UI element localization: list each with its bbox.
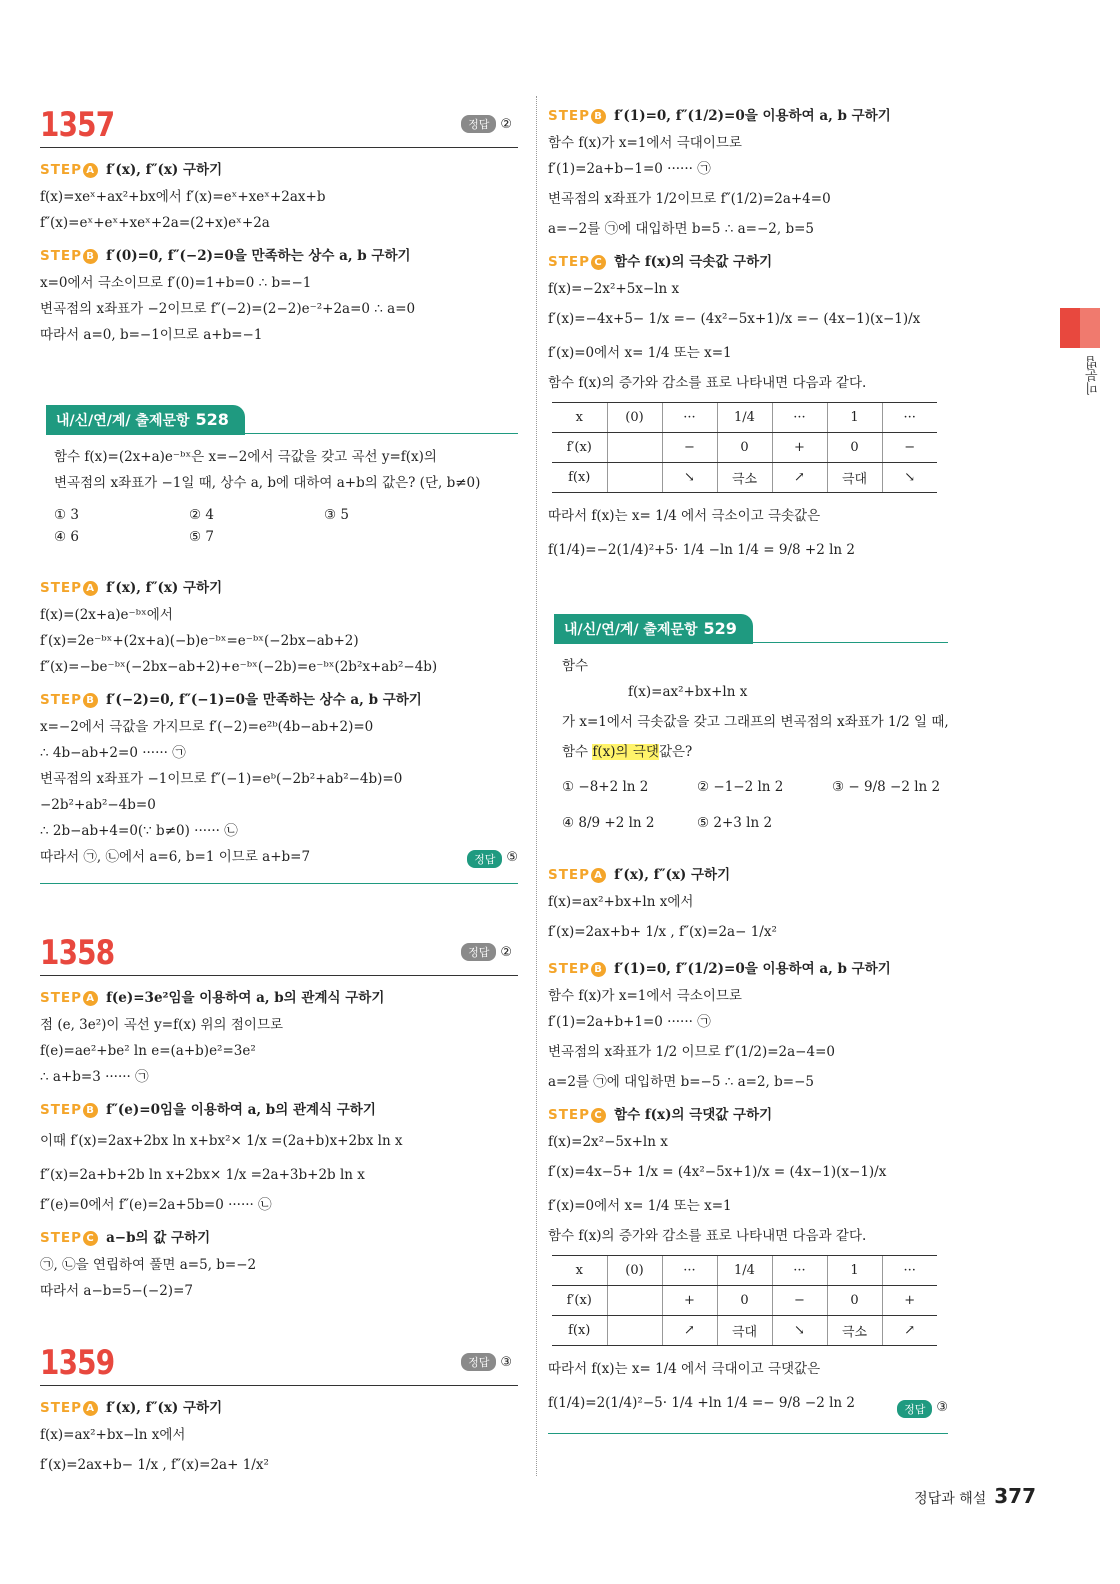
solution-line: 따라서 f(x)는 x= 1/4 에서 극대이고 극댓값은 bbox=[548, 1361, 821, 1377]
solution-line: 변곡점의 x좌표가 1/2이므로 f″(1/2)=2a+4=0 bbox=[548, 191, 831, 207]
variation-table bbox=[552, 402, 937, 493]
choices bbox=[548, 769, 948, 841]
step-c-heading: STEP C 함수 f(x)의 극솟값 구하기 bbox=[548, 254, 773, 270]
choice: ② 4 bbox=[189, 507, 214, 523]
solution-line: f′(x)=2ax+b− 1/x , f″(x)=2a+ 1/x² bbox=[40, 1457, 269, 1473]
solution-line: f(x)=(2x+a)e⁻ᵇˣ에서 bbox=[40, 607, 173, 623]
solution-line: f′(x)=−4x+5− 1/x =− (4x²−5x+1)/x =− (4x−1)(x−1)/x bbox=[548, 311, 921, 327]
solution-line: a=2를 ㉠에 대입하면 b=−5 ∴ a=2, b=−5 bbox=[548, 1074, 814, 1090]
question-line: 함수 f(x)=(2x+a)e⁻ᵇˣ은 x=−2에서 극값을 갖고 곡선 y=f(x)의 bbox=[54, 449, 437, 465]
solution-line: ∴ 2b−ab+4=0(∵ b≠0) ······ ㉡ bbox=[40, 823, 238, 839]
choice: ③ − 9/8 −2 ln 2 bbox=[832, 779, 941, 795]
step-b-heading: STEP B f′(1)=0, f″(1/2)=0을 이용하여 a, b 구하기 bbox=[548, 108, 891, 124]
step-a-heading: STEP A f′(x), f″(x) 구하기 bbox=[40, 1400, 223, 1416]
solution-line: f′(x)=4x−5+ 1/x = (4x²−5x+1)/x = (4x−1)(x−1)/x bbox=[548, 1164, 887, 1180]
solution-line: −2b²+ab²−4b=0 bbox=[40, 797, 156, 813]
solution-line: f′(x)=2ax+b+ 1/x , f″(x)=2a− 1/x² bbox=[548, 924, 777, 940]
choice: ③ 5 bbox=[324, 507, 349, 523]
problem-number: 1359 bbox=[40, 1343, 115, 1383]
solution-line: f′(1)=2a+b+1=0 ······ ㉠ bbox=[548, 1014, 711, 1030]
column-divider bbox=[536, 96, 537, 1476]
variation-table bbox=[552, 1255, 937, 1346]
related-problem-header: 내/신/연/계/ 출제문항 529 bbox=[554, 613, 948, 643]
question-line: 함수 f(x)의 극댓값은? bbox=[562, 744, 693, 760]
step-c-heading: STEP C 함수 f(x)의 극댓값 구하기 bbox=[548, 1107, 773, 1123]
solution-line: f(x)=ax²+bx+ln x에서 bbox=[548, 894, 694, 910]
question-formula: f(x)=ax²+bx+ln x bbox=[628, 684, 748, 700]
related-problem-529 bbox=[548, 613, 948, 1434]
solution-line: ∴ 4b−ab+2=0 ······ ㉠ bbox=[40, 745, 186, 761]
choice: ⑤ 7 bbox=[189, 529, 214, 545]
choice: ② −1−2 ln 2 bbox=[697, 779, 784, 795]
solution-line: 따라서 f(x)는 x= 1/4 에서 극소이고 극솟값은 bbox=[548, 508, 821, 524]
solution-line: f(x)=2x²−5x+ln x bbox=[548, 1134, 668, 1150]
related-problem-528 bbox=[40, 404, 518, 884]
chapter-tab-label: 미분법 bbox=[1086, 356, 1101, 395]
footer-label: 정답과 해설 bbox=[914, 1491, 987, 1507]
page-footer bbox=[914, 1484, 1036, 1508]
solution-line: f′(x)=0에서 x= 1/4 또는 x=1 bbox=[548, 345, 732, 361]
solution-line: f(1/4)=2(1/4)²−5· 1/4 +ln 1/4 =− 9/8 −2 ln 2 bbox=[548, 1395, 855, 1411]
solution-line: 함수 f(x)의 증가와 감소를 표로 나타내면 다음과 같다. bbox=[548, 1228, 867, 1244]
solution-line: f(x)=−2x²+5x−ln x bbox=[548, 281, 680, 297]
answer-tag: 정답 bbox=[461, 115, 496, 133]
related-problem-header bbox=[46, 404, 518, 434]
solution-line: f(x)=xeˣ+ax²+bx에서 f′(x)=eˣ+xeˣ+2ax+b bbox=[40, 189, 326, 205]
choice: ④ 8/9 +2 ln 2 bbox=[562, 815, 655, 831]
problem-header bbox=[40, 100, 518, 148]
question-line: 함수 bbox=[562, 658, 589, 674]
section-rule bbox=[40, 868, 518, 884]
problem-header bbox=[40, 928, 518, 976]
step-a-heading: STEP A f(e)=3e²임을 이용하여 a, b의 관계식 구하기 bbox=[40, 990, 385, 1006]
problem-header bbox=[40, 1338, 518, 1386]
solution-line: f′(x)=2e⁻ᵇˣ+(2x+a)(−b)e⁻ᵇˣ=e⁻ᵇˣ(−2bx−ab+2) bbox=[40, 633, 359, 649]
answer-badge bbox=[461, 115, 512, 133]
step-b-heading: STEP B f″(e)=0임을 이용하여 a, b의 관계식 구하기 bbox=[40, 1102, 376, 1118]
solution-line: f″(x)=eˣ+eˣ+xeˣ+2a=(2+x)eˣ+2a bbox=[40, 215, 270, 231]
choice: ① 3 bbox=[54, 507, 79, 523]
solution-line: 따라서 ㉠, ㉡에서 a=6, b=1 이므로 a+b=7 bbox=[40, 849, 311, 865]
table-row: x (0) ··· 1/4 ··· 1 ··· bbox=[552, 1256, 937, 1286]
solution-line: f′(1)=2a+b−1=0 ······ ㉠ bbox=[548, 161, 711, 177]
solution-line: 변곡점의 x좌표가 1/2 이므로 f″(1/2)=2a−4=0 bbox=[548, 1044, 835, 1060]
problem-number: 1358 bbox=[40, 933, 115, 973]
solution-line: 변곡점의 x좌표가 −2이므로 f″(−2)=(2−2)e⁻²+2a=0 ∴ a=0 bbox=[40, 301, 416, 317]
solution-line: a=−2를 ㉠에 대입하면 b=5 ∴ a=−2, b=5 bbox=[548, 221, 814, 237]
solution-line: f′(x)=0에서 x= 1/4 또는 x=1 bbox=[548, 1198, 732, 1214]
problem-1357 bbox=[40, 100, 518, 348]
solution-line: 따라서 a=0, b=−1이므로 a+b=−1 bbox=[40, 327, 263, 343]
table-row: f′(x) − 0 + 0 − bbox=[552, 433, 937, 463]
step-b-heading: STEP B f′(1)=0, f″(1/2)=0을 이용하여 a, b 구하기 bbox=[548, 961, 891, 977]
step-b-heading: STEP B f′(0)=0, f″(−2)=0을 만족하는 상수 a, b 구하기 bbox=[40, 248, 411, 264]
question-line: 변곡점의 x좌표가 −1일 때, 상수 a, b에 대하여 a+b의 값은? (단, b≠0) bbox=[54, 475, 481, 491]
solution-line: ∴ a+b=3 ······ ㉠ bbox=[40, 1069, 149, 1085]
solution-line: 점 (e, 3e²)이 곡선 y=f(x) 위의 점이므로 bbox=[40, 1017, 284, 1033]
solution-line: 함수 f(x)의 증가와 감소를 표로 나타내면 다음과 같다. bbox=[548, 375, 867, 391]
solution-line: 함수 f(x)가 x=1에서 극소이므로 bbox=[548, 988, 742, 1004]
solution-line: 변곡점의 x좌표가 −1이므로 f″(−1)=eᵇ(−2b²+ab²−4b)=0 bbox=[40, 771, 403, 787]
question-line: 가 x=1에서 극솟값을 갖고 그래프의 변곡점의 x좌표가 1/2 일 때, bbox=[562, 714, 949, 730]
answer-badge: 정답 ③ bbox=[461, 1353, 512, 1371]
solution-line: f″(e)=0에서 f″(e)=2a+5b=0 ······ ㉡ bbox=[40, 1197, 272, 1213]
solution-line: f″(x)=2a+b+2b ln x+2bx× 1/x =2a+3b+2b ln x bbox=[40, 1167, 365, 1183]
step-a-heading: STEP A f′(x), f″(x) 구하기 bbox=[548, 867, 731, 883]
solution-line: f(x)=ax²+bx−ln x에서 bbox=[40, 1427, 186, 1443]
solution-line: f(e)=ae²+be² ln e=(a+b)e²=3e² bbox=[40, 1043, 256, 1059]
solution-line: f(1/4)=−2(1/4)²+5· 1/4 −ln 1/4 = 9/8 +2 ln 2 bbox=[548, 542, 855, 558]
solution-line: 따라서 a−b=5−(−2)=7 bbox=[40, 1283, 193, 1299]
related-label: 내/신/연/계/ 출제문항 bbox=[56, 413, 190, 429]
solution-line: x=−2에서 극값을 가지므로 f′(−2)=e²ᵇ(4b−ab+2)=0 bbox=[40, 719, 374, 735]
table-row: f′(x) + 0 − 0 + bbox=[552, 1286, 937, 1316]
choice: ⑤ 2+3 ln 2 bbox=[697, 815, 773, 831]
solution-line: f″(x)=−be⁻ᵇˣ(−2bx−ab+2)+e⁻ᵇˣ(−2b)=e⁻ᵇˣ(2b²x+ab²−4b) bbox=[40, 659, 438, 675]
solution-line: ㉠, ㉡을 연립하여 풀면 a=5, b=−2 bbox=[40, 1257, 257, 1273]
step-a-heading: STEP A f′(x), f″(x) 구하기 bbox=[40, 162, 223, 178]
left-column bbox=[40, 100, 518, 1482]
answer-badge: 정답 ② bbox=[461, 943, 512, 961]
table-row: x (0) ··· 1/4 ··· 1 ··· bbox=[552, 403, 937, 433]
choice: ① −8+2 ln 2 bbox=[562, 779, 649, 795]
page-number: 377 bbox=[994, 1484, 1036, 1508]
solution-line: x=0에서 극소이므로 f′(0)=1+b=0 ∴ b=−1 bbox=[40, 275, 312, 291]
section-rule bbox=[548, 1418, 948, 1434]
related-number: 528 bbox=[195, 410, 229, 429]
answer-badge: 정답 ⑤ bbox=[40, 850, 518, 868]
right-column bbox=[548, 100, 948, 1454]
problem-number: 1357 bbox=[40, 105, 115, 145]
solution-line: 이때 f′(x)=2ax+2bx ln x+bx²× 1/x =(2a+b)x+2bx ln x bbox=[40, 1133, 403, 1149]
step-b-heading: STEP B f′(−2)=0, f″(−1)=0을 만족하는 상수 a, b 구하기 bbox=[40, 692, 422, 708]
highlight: f(x)의 극댓 bbox=[592, 744, 659, 760]
step-c-heading: STEP C a−b의 값 구하기 bbox=[40, 1230, 211, 1246]
answer-badge: 정답 ③ bbox=[548, 1400, 948, 1418]
step-a-heading: STEP A f′(x), f″(x) 구하기 bbox=[40, 580, 223, 596]
problem-1358 bbox=[40, 928, 518, 1304]
answer-value: ② bbox=[500, 117, 512, 132]
solution-line: 함수 f(x)가 x=1에서 극대이므로 bbox=[548, 135, 742, 151]
choices bbox=[40, 504, 518, 548]
choice: ④ 6 bbox=[54, 529, 79, 545]
problem-1359 bbox=[40, 1338, 518, 1482]
table-row: f(x) ↘ 극소 ↗ 극대 ↘ bbox=[552, 463, 937, 493]
table-row: f(x) ↗ 극대 ↘ 극소 ↗ bbox=[552, 1316, 937, 1346]
chapter-tab bbox=[1060, 308, 1100, 348]
